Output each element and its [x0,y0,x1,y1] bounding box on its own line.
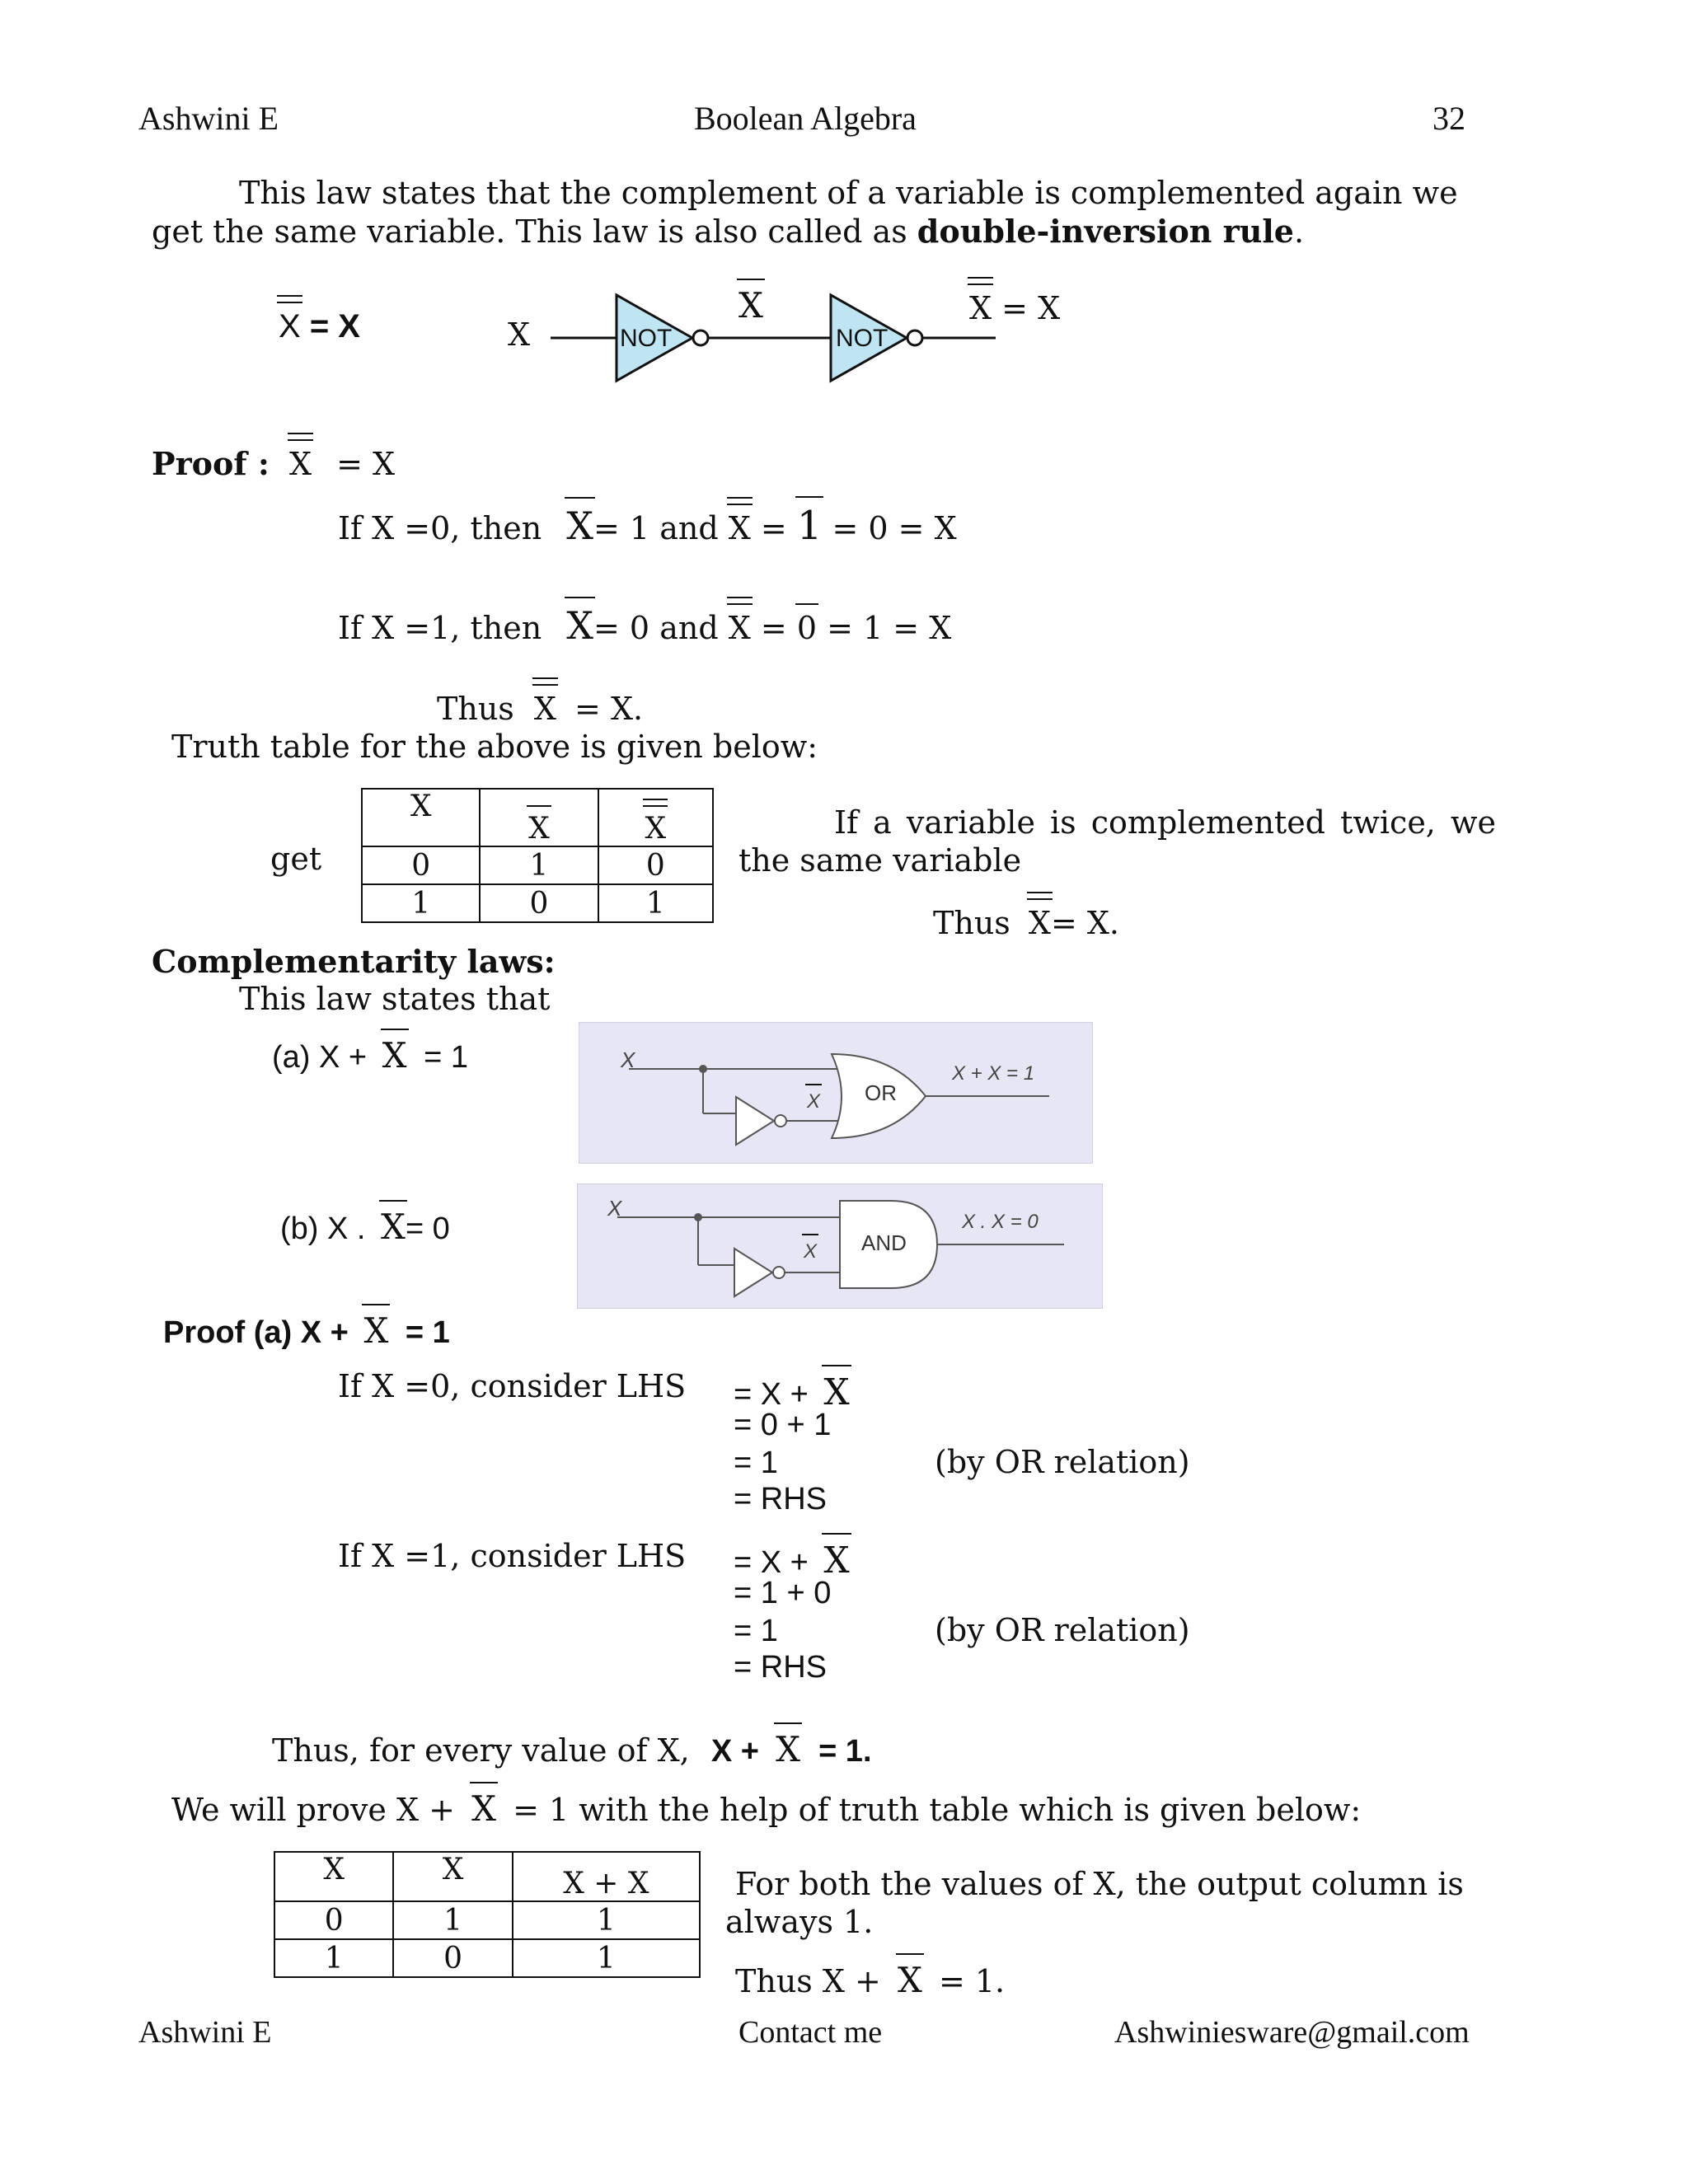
line-a-end: = 0 = X [832,510,957,546]
mid-x-bar: X [738,285,763,326]
law-b-pre: (b) X . [280,1212,366,1246]
thus-x-double-bar: X [533,691,556,727]
complementarity-intro: This law states that [239,981,551,1017]
case2-line-2: = 1 + 0 [734,1576,832,1610]
line-a-pre: If X =0, then [338,510,542,546]
and-circuit [578,1184,1102,1308]
table-cell: 0 [480,884,598,922]
or-inv-x-bar: X [807,1090,821,1113]
proof1-heading [152,445,395,482]
table1-header-x-double-bar [598,789,713,846]
table-cell: 1 [274,1939,393,1977]
table-cell: 0 [362,846,480,884]
case1-label: If X =0, consider LHS [338,1368,687,1404]
complementarity-title: Complementarity laws: [152,943,556,980]
and-diagram-panel [577,1183,1103,1309]
proof2-thus-pre: Thus, for every value of X, [272,1732,690,1769]
t2-thus-post: = 1. [938,1963,1006,1999]
not-gate-1-label: NOT [620,325,673,352]
law-b-x-bar: X [381,1207,406,1247]
table1-thus [933,905,1119,941]
double-inversion-formula [279,308,360,345]
proof1-thus [437,691,643,727]
circuit-out-label [969,290,1060,326]
intro-line-2-period: . [1293,213,1305,250]
line-a-mid: = 1 and [593,510,719,546]
complementarity-truth-table [274,1851,701,1978]
line-a-eq: = [760,510,787,546]
table-row [362,884,713,922]
line-b-pre: If X =1, then [338,610,542,646]
proof2-thus-x-bar: X [776,1729,800,1769]
t1-thus-x-double-bar: X [1028,905,1051,941]
footer-email[interactable]: Ashwiniesware@gmail.com [1114,2015,1470,2050]
law-a-post: = 1 [424,1040,469,1075]
table2-thus [735,1960,1005,2000]
line-a-x-double-bar: X [728,510,751,546]
case2-x-bar: X [823,1540,850,1582]
case1-line-3: = 1 [734,1446,778,1480]
table-cell: 1 [362,884,480,922]
truth-table-intro: Truth table for the above is given below: [171,729,818,765]
case2-eq: = X + [734,1545,809,1580]
law-a [272,1035,468,1076]
case2-label: If X =1, consider LHS [338,1538,687,1574]
case1-line-2: = 0 + 1 [734,1408,832,1442]
proof2-heading [163,1310,450,1351]
t1-h3: X [645,812,667,846]
line-a-one-bar: 1 [796,503,823,549]
intro-line-1: This law states that the complement of a variable is complemented again we [239,175,1458,211]
proof-x-double-bar: X [288,446,312,482]
table-cell: 1 [513,1901,700,1939]
line-b-x-double-bar: X [728,610,751,646]
or-input-label: X [621,1047,635,1072]
and-inv-label [804,1240,817,1263]
line-b-x-bar: X [566,603,594,648]
header-author: Ashwini E [138,100,279,137]
intro-line-2 [152,213,1304,250]
and-input-label: X [607,1196,622,1221]
proof2-thus-bold: X + [710,1734,759,1769]
table1-note-line-1: If a variable is complemented twice, we [834,804,1496,841]
circuit-input-label: X [508,316,531,353]
out-eq: = X [1001,290,1061,326]
or-gate-label: OR [865,1080,897,1105]
law-a-x-bar: X [382,1035,407,1076]
thus-pre: Thus [437,691,514,727]
line-b-mid: = 0 and [593,610,719,646]
prove-pre: We will prove X + [171,1792,455,1828]
proof2-bold-pre: X + [300,1315,349,1350]
or-output-label: X + X = 1 [952,1062,1035,1085]
proof1-line-b [338,603,951,648]
proof-label: Proof : [152,445,270,482]
footer-author: Ashwini E [138,2015,272,2050]
line-b-end: = 1 = X [827,610,952,646]
table-row [362,846,713,884]
prove-post: = 1 with the help of truth table which is given below: [513,1792,1362,1828]
table-cell: 1 [598,884,713,922]
table-cell: 0 [598,846,713,884]
t2-thus-x-bar: X [897,1960,922,2000]
table2-header-x: X [274,1852,393,1901]
proof2-thus [272,1729,872,1769]
table1-header-x: X [362,789,480,846]
law-b-post: = 0 [405,1212,450,1246]
page-number: 32 [1432,100,1465,137]
proof1-line-a [338,503,957,549]
table2-header-or [513,1852,700,1901]
t1-h2: X [528,812,550,846]
intro-line-2-text: get the same variable. This law is also called as [152,213,917,250]
proof-eq: = X [336,446,396,482]
law-b [280,1207,450,1247]
double-inversion-term: double-inversion rule [917,213,1294,250]
table-row [274,1939,700,1977]
proof2-bold-post: = 1 [405,1315,450,1350]
table1-note-line-2: the same variable [738,842,1022,879]
and-output-label: X . X = 0 [962,1211,1039,1233]
table-cell: 1 [480,846,598,884]
law-a-pre: (a) X + [272,1040,368,1075]
not-gate-2-label: NOT [836,325,889,352]
table-cell: 1 [393,1901,512,1939]
table-cell: 1 [513,1939,700,1977]
case2-line-4: = RHS [734,1650,827,1685]
t1-thus-pre: Thus [933,905,1010,941]
case2-by-or: (by OR relation) [935,1612,1190,1648]
thus-post: = X. [574,691,644,727]
case2-line-3: = 1 [734,1614,778,1648]
prove-x-bar: X [471,1788,496,1829]
case1-by-or: (by OR relation) [935,1444,1190,1480]
line-a-x-bar: X [566,504,594,548]
double-inversion-truth-table [361,788,714,923]
line-b-eq: = [760,610,787,646]
footer-contact[interactable]: Contact me [738,2015,883,2050]
table-cell: 0 [393,1939,512,1977]
or-circuit [579,1023,1092,1163]
table1-header-x-bar [480,789,598,846]
case1-x-bar: X [823,1371,850,1413]
or-diagram-panel [579,1022,1093,1164]
table-row [274,1901,700,1939]
case1-eq: = X + [734,1377,809,1412]
complementarity-heading [152,943,556,980]
table1-get: get [270,841,322,877]
or-inv-label [807,1090,820,1113]
table2-header-x-bar: X [393,1852,512,1901]
case1-line-4: = RHS [734,1482,827,1516]
t2-h3: X + X [563,1867,649,1900]
formula-eq: = X [309,308,360,344]
proof2-label: Proof (a) [163,1315,293,1350]
circuit-mid-label [738,285,763,326]
table2-note-line-1: For both the values of X, the output column is [735,1866,1464,1902]
proof2-prove-line [171,1788,1361,1829]
and-inv-x-bar: X [804,1240,818,1263]
table2-note-line-2: always 1. [725,1904,874,1940]
table-cell: 0 [274,1901,393,1939]
and-gate-label: AND [861,1230,907,1255]
proof2-x-bar: X [363,1310,389,1351]
proof2-thus-post: = 1. [818,1734,872,1769]
t1-thus-post: = X. [1050,905,1120,941]
t2-thus-pre: Thus X + [735,1963,881,1999]
header-title: Boolean Algebra [694,100,917,137]
x-double-bar: X [279,308,301,344]
line-b-zero-bar: 0 [796,610,818,646]
out-x-double-bar: X [969,290,992,326]
